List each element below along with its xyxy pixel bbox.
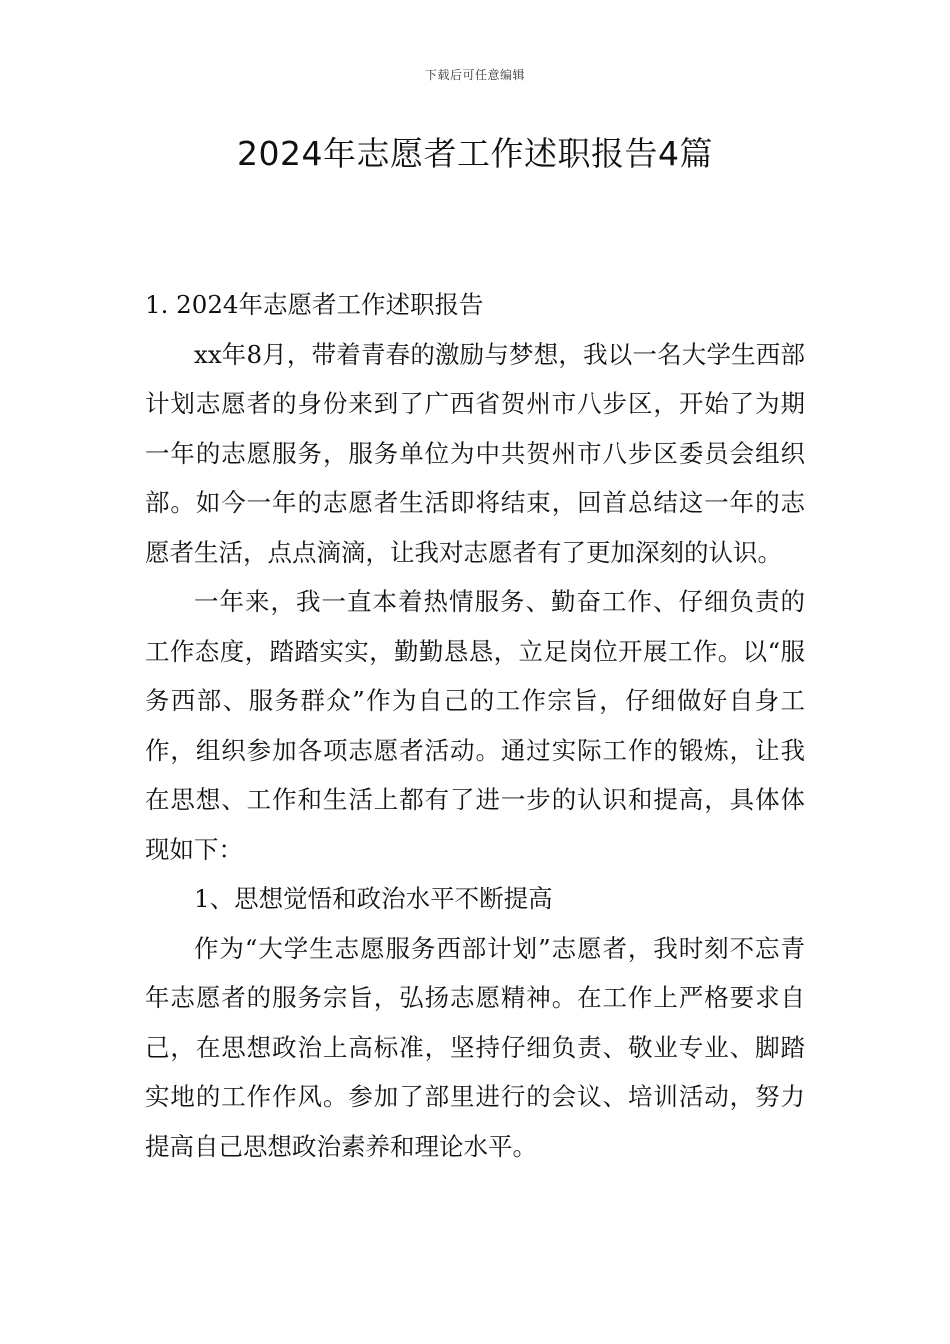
paragraph-ideology: 作为“大学生志愿服务西部计划”志愿者，我时刻不忘青年志愿者的服务宗旨，弘扬志愿精神。在工作上严格要求自己，在思想政治上高标准，坚持仔细负责、敬业专业、脚踏实地的工作作风。参加了部里进行的会议、培训活动，努力提高自己思想政治素养和理论水平。 bbox=[145, 933, 805, 1161]
header-note: 下载后可任意编辑 bbox=[424, 68, 525, 82]
document-body bbox=[145, 280, 805, 1171]
paragraph-work-attitude: 一年来，我一直本着热情服务、勤奋工作、仔细负责的工作态度，踏踏实实，勤勤恳恳，立足岗位开展工作。以“服务西部、服务群众”作为自己的工作宗旨，仔细做好自身工作，组织参加各项志愿者活动。通过实际工作的锻炼，让我在思想、工作和生活上都有了进一步的认识和提高，具体体现如下： bbox=[145, 587, 805, 864]
document-title: 2024年志愿者工作述职报告4篇 bbox=[237, 134, 713, 173]
paragraph-intro: xx年8月，带着青春的激励与梦想，我以一名大学生西部计划志愿者的身份来到了广西省贺州市八步区，开始了为期一年的志愿服务，服务单位为中共贺州市八步区委员会组织部。如今一年的志愿者生活即将结束，回首总结这一年的志愿者生活，点点滴滴，让我对志愿者有了更加深刻的认识。 bbox=[145, 339, 805, 567]
section-heading: 1. 2024年志愿者工作述职报告 bbox=[145, 290, 484, 319]
subsection-heading: 1、思想觉悟和政治水平不断提高 bbox=[194, 884, 553, 913]
